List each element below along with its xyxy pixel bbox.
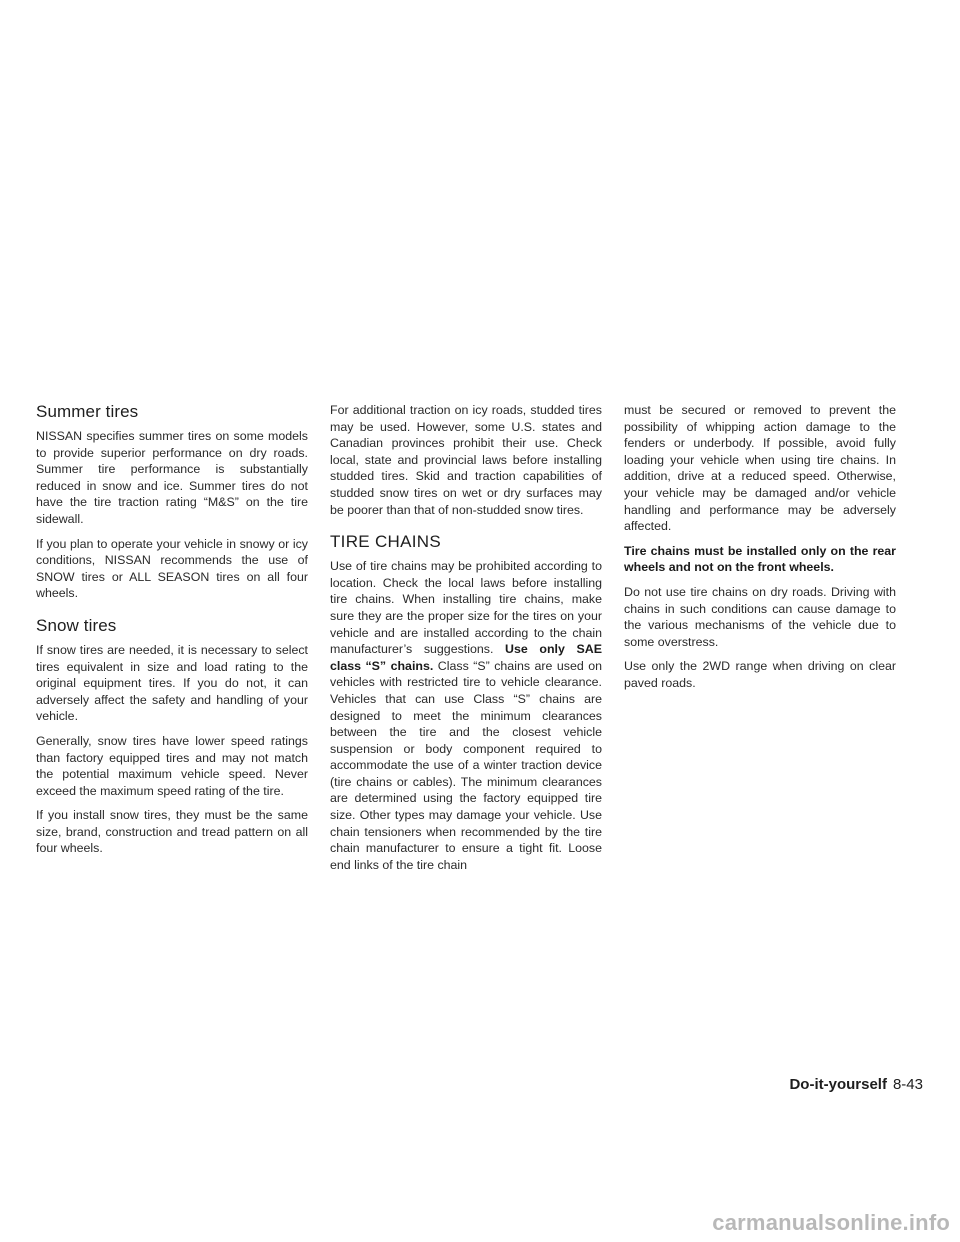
snow-tires-paragraph-1: If snow tires are needed, it is necessary to select tires equivalent in size and load rating to the original equipment tires. If you do not, it can adversely affect the safety and handling of your vehicle. <box>36 642 308 724</box>
tire-chains-text-end: Class “S” chains are used on vehicles with restricted tire to vehicle clearance. Vehicles that can use Class “S” chains are designed to meet the minimum clearances between the tire and the closest vehicle suspension or body component required to accommodate the use of a winter traction device (tire chains or cables). The minimum clearances are determined using the factory equipped tire size. Other types may damage your vehicle. Use chain tensioners when recommended by the tire chain manufacturer to ensure a tight fit. Loose end links of the tire chain <box>330 658 603 872</box>
column-right <box>624 402 896 700</box>
tire-chains-continued-paragraph: must be secured or removed to prevent the possibility of whipping action damage to the fenders or underbody. If possible, avoid fully loading your vehicle when using tire chains. In addition, drive at a reduced speed. Otherwise, your vehicle may be damaged and/or vehicle handling and performance may be adversely affected. <box>624 403 896 534</box>
watermark: carmanualsonline.info <box>712 1210 950 1235</box>
snow-tires-paragraph-3: If you install snow tires, they must be the same size, brand, construction and tread pattern on all four wheels. <box>36 808 308 856</box>
section-heading-summer-tires: Summer tires <box>36 402 139 421</box>
column-middle <box>330 402 602 881</box>
tire-chains-paragraph-1 <box>330 558 602 873</box>
tire-chains-emphasis: Use only SAE class “S” chains. <box>330 642 602 673</box>
tire-chains-warning-text: Tire chains must be installed only on the rear wheels and not on the front wheels. <box>624 543 896 575</box>
2wd-range-paragraph: Use only the 2WD range when driving on clear paved roads. <box>624 659 896 690</box>
dry-roads-paragraph: Do not use tire chains on dry roads. Driving with chains in such conditions can cause damage to the various mechanisms of the vehicle due to some overstress. <box>624 584 896 649</box>
page-number: 8-43 <box>892 1076 923 1093</box>
section-heading-snow-tires: Snow tires <box>36 615 117 635</box>
column-left <box>36 402 308 865</box>
snow-tires-paragraph-2: Generally, snow tires have lower speed ratings than factory equipped tires and may not match the potential maximum vehicle speed. Never exceed the maximum speed rating of the tire. <box>36 733 308 798</box>
page-footer <box>789 1076 923 1093</box>
summer-tires-paragraph-1: NISSAN specifies summer tires on some models to provide superior performance on dry roads. Summer tire performance is substantially reduced in snow and ice. Summer tires do not have the tire traction rating “M&S” on the tire sidewall. <box>36 429 308 526</box>
tire-chains-warning-paragraph <box>624 543 896 576</box>
chapter-title: Do-it-yourself <box>789 1076 887 1093</box>
studded-tires-paragraph: For additional traction on icy roads, studded tires may be used. However, some U.S. states and Canadian provinces prohibit their use. Check local, state and provincial laws before installing studded tires. Skid and traction capabilities of studded snow tires on wet or dry surfaces may be poorer than that of non-studded snow tires. <box>330 403 602 517</box>
summer-tires-paragraph-2: If you plan to operate your vehicle in snowy or icy conditions, NISSAN recommends the use of SNOW tires or ALL SEASON tires on all four wheels. <box>36 536 308 601</box>
section-heading-tire-chains: TIRE CHAINS <box>330 532 441 552</box>
tire-chains-text-start: Use of tire chains may be prohibited according to location. Check the local laws before installing tire chains. When installing tire chains, make sure they are the proper size for the tires on your vehicle and are installed according to the chain manufacturer’s suggestions. <box>330 559 602 657</box>
